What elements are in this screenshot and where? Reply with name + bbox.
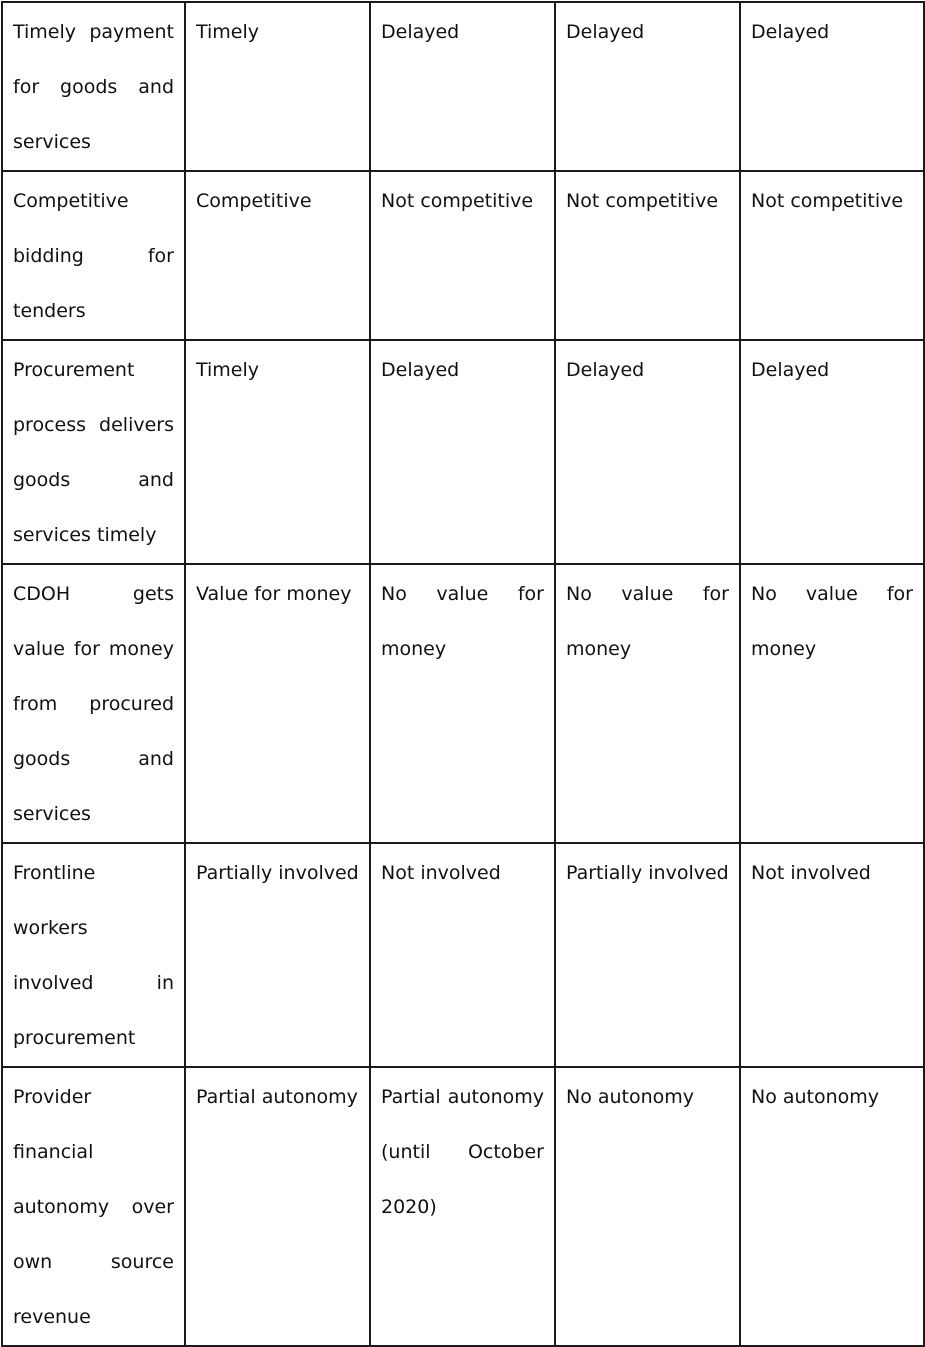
row-label: Competitive bidding for tenders [2, 171, 185, 340]
table-cell: Not involved [740, 843, 924, 1067]
table-cell: Partially involved [185, 843, 370, 1067]
table-cell: Delayed [555, 2, 740, 171]
table-cell: Delayed [370, 2, 555, 171]
table-cell: Partially involved [555, 843, 740, 1067]
row-label: Procurement process delivers goods and services timely [2, 340, 185, 564]
table-cell: No autonomy [555, 1067, 740, 1346]
table-row [2, 171, 924, 340]
table-cell: No value for money [740, 564, 924, 843]
table-row [2, 1067, 924, 1346]
table-cell: No autonomy [740, 1067, 924, 1346]
comparison-table [1, 1, 925, 1347]
table-cell: Not involved [370, 843, 555, 1067]
table-cell: Timely [185, 340, 370, 564]
table-row [2, 2, 924, 171]
table-cell: Delayed [370, 340, 555, 564]
table-row [2, 340, 924, 564]
row-label: Timely payment for goods and services [2, 2, 185, 171]
table-cell: Delayed [740, 2, 924, 171]
table-cell: Value for money [185, 564, 370, 843]
table-cell: No value for money [370, 564, 555, 843]
table-row [2, 564, 924, 843]
row-label: Provider financial autonomy over own source revenue [2, 1067, 185, 1346]
row-label: CDOH gets value for money from procured goods and services [2, 564, 185, 843]
table-cell: No value for money [555, 564, 740, 843]
table-cell: Delayed [555, 340, 740, 564]
row-label: Frontline workers involved in procurement [2, 843, 185, 1067]
table-cell: Delayed [740, 340, 924, 564]
table-cell: Partial autonomy (until October 2020) [370, 1067, 555, 1346]
table-row [2, 843, 924, 1067]
table-cell: Timely [185, 2, 370, 171]
table-cell: Not competitive [740, 171, 924, 340]
table-cell: Competitive [185, 171, 370, 340]
table-cell: Partial autonomy [185, 1067, 370, 1346]
table-cell: Not competitive [370, 171, 555, 340]
table-cell: Not competitive [555, 171, 740, 340]
